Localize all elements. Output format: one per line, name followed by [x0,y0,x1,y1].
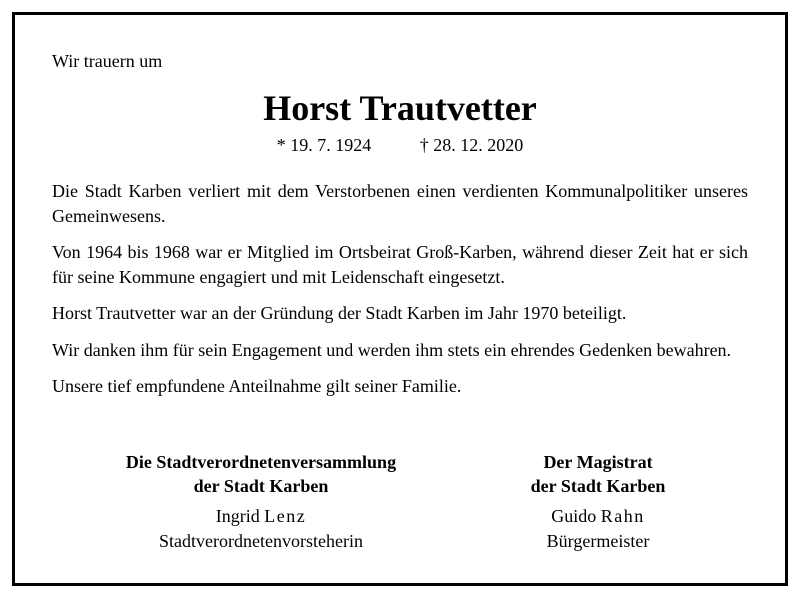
intro-text: Wir trauern um [52,51,163,71]
paragraph: Unsere tief empfundene Anteilnahme gilt seiner Familie. [52,376,462,396]
signatory-name [470,504,726,528]
paragraph: Wir danken ihm für sein Engagement und werden ihm stets ein ehrendes Gedenken bewahren. [52,339,732,360]
paragraph: Von 1964 bis 1968 war er Mitglied im Ortsbeirat Groß-Karben, während dieser Zeit hat er sich für seine Kommune engagiert und mit Leidenschaft eingesetzt. [52,242,748,287]
life-dates [0,133,800,157]
signature-org-line1: Der Magistrat [543,452,653,472]
paragraph: Horst Trautvetter war an der Gründung der Stadt Karben im Jahr 1970 beteiligt. [52,303,627,323]
signatory-first-name: Guido [551,506,597,526]
signature-org-line2: der Stadt Karben [530,476,666,496]
signatory-last-name: Lenz [264,506,307,526]
signatory-role: Bürgermeister [546,531,650,551]
signatory-last-name: Rahn [600,506,645,526]
birth-date: * 19. 7. 1924 [276,135,372,155]
signature-left [80,450,442,554]
signatory-name [80,504,442,528]
signature-org-line2: der Stadt Karben [193,476,329,496]
signature-right [470,450,726,554]
signatory-first-name: Ingrid [215,506,260,526]
signature-org-line1: Die Stadtverordnetenversammlung [125,452,397,472]
paragraph: Die Stadt Karben verliert mit dem Verstorbenen einen verdienten Kommunalpolitiker unseres Gemeinwesens. [52,181,748,226]
death-date: † 28. 12. 2020 [419,135,524,155]
signatory-role: Stadtverordnetenvorsteherin [159,531,363,551]
deceased-name: Horst Trautvetter [263,88,537,128]
notice-body [52,179,748,411]
